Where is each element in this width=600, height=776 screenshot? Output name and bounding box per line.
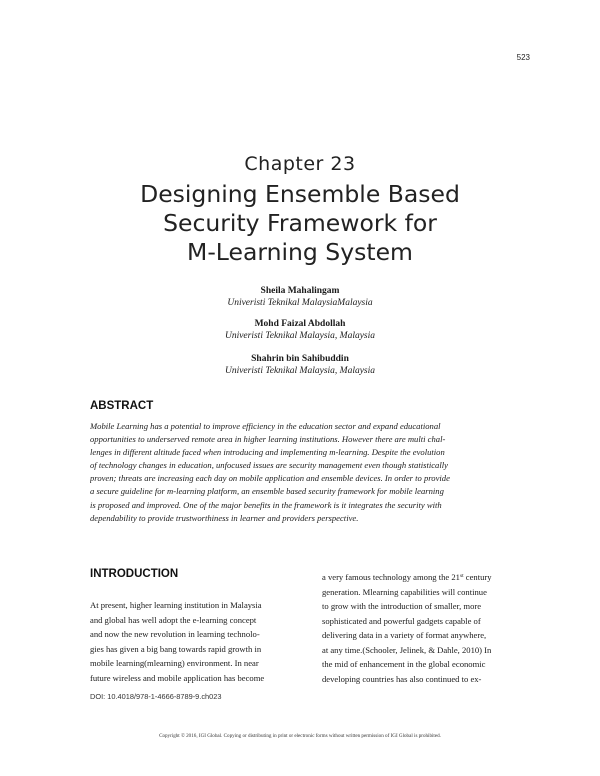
chapter-label: Chapter 23	[244, 153, 356, 175]
abstract-line: is proposed and improved. One of the major benefits in the framework is it integrates the security with	[90, 499, 442, 510]
body-line: mobile learning(mlearning) environment. In near	[90, 658, 259, 669]
body-line: the mid of enhancement in the global economic	[322, 659, 486, 670]
copyright-notice: Copyright © 2016, IGI Global. Copying or distributing in print or electronic forms without written permission of IGI Global is prohibited.	[159, 733, 441, 739]
abstract-line: dependability to provide trustworthiness in learner and providers perspective.	[90, 512, 359, 523]
abstract-heading: ABSTRACT	[90, 400, 154, 412]
author-name: Mohd Faizal Abdollah	[254, 319, 346, 329]
body-line: delivering data in a variety of format anywhere,	[322, 630, 487, 641]
page-number: 523	[516, 53, 530, 62]
author-affiliation: Univeristi Teknikal Malaysia, Malaysia	[224, 366, 376, 376]
body-line: gies has given a big bang towards rapid growth in	[90, 643, 262, 654]
title-line: Security Framework for	[163, 209, 437, 237]
body-line: generation. Mlearning capabilities will continue	[322, 586, 487, 597]
abstract-line: of technology changes in education, unfocused issues are security management even though statistically	[90, 460, 448, 471]
body-line: and global has well adopt the e-learning concept	[90, 614, 257, 625]
chapter-title	[60, 180, 540, 267]
body-line: developing countries has also continued to ex-	[322, 673, 482, 684]
title-line: Designing Ensemble Based	[140, 180, 460, 208]
abstract-line: a secure guideline for m-learning platform, an ensemble based security framework for mobile learning	[90, 486, 444, 497]
body-line: future wireless and mobile application has become	[90, 672, 265, 683]
author-block	[0, 285, 600, 309]
introduction-heading: INTRODUCTION	[90, 568, 179, 580]
body-line-text: century	[463, 572, 492, 582]
ordinal-superscript: st	[459, 573, 464, 579]
body-line: and now the new revolution in learning technolo-	[90, 629, 260, 640]
author-affiliation: Univeristi Teknikal MalaysiaMalaysia	[227, 298, 373, 308]
body-line: At present, higher learning institution in Malaysia	[90, 600, 262, 610]
introduction-right-column	[322, 570, 530, 686]
abstract-body	[90, 420, 510, 525]
abstract-line: opportunities to underserved remote area in higher learning institutions. However there are multi chal-	[90, 434, 446, 445]
title-line: M-Learning System	[187, 238, 413, 266]
author-name: Shahrin bin Sahibuddin	[251, 354, 349, 364]
abstract-line: Mobile Learning has a potential to improve efficiency in the education sector and expand educational	[90, 421, 441, 431]
introduction-left-column	[90, 598, 295, 685]
author-block	[0, 318, 600, 342]
body-line: at any time.(Schooler, Jelinek, & Dahle, 2010) In	[322, 644, 492, 655]
abstract-line: proven; threats are increasing each day on mobile application and ensemble devices. In order to provide	[90, 473, 450, 484]
abstract-line: lenges in different altitude faced when introducing and implementing m-learning. Despite the evolution	[90, 447, 445, 458]
body-line: to grow with the introduction of smaller, more	[322, 601, 482, 612]
author-block	[0, 353, 600, 377]
body-line-text: a very famous technology among the 21	[322, 572, 460, 582]
body-line	[322, 570, 530, 585]
author-name: Sheila Mahalingam	[260, 286, 340, 296]
author-affiliation: Univeristi Teknikal Malaysia, Malaysia	[224, 331, 376, 341]
body-line: sophisticated and powerful gadgets capable of	[322, 615, 481, 626]
doi: DOI: 10.4018/978-1-4666-8789-9.ch023	[90, 692, 222, 701]
